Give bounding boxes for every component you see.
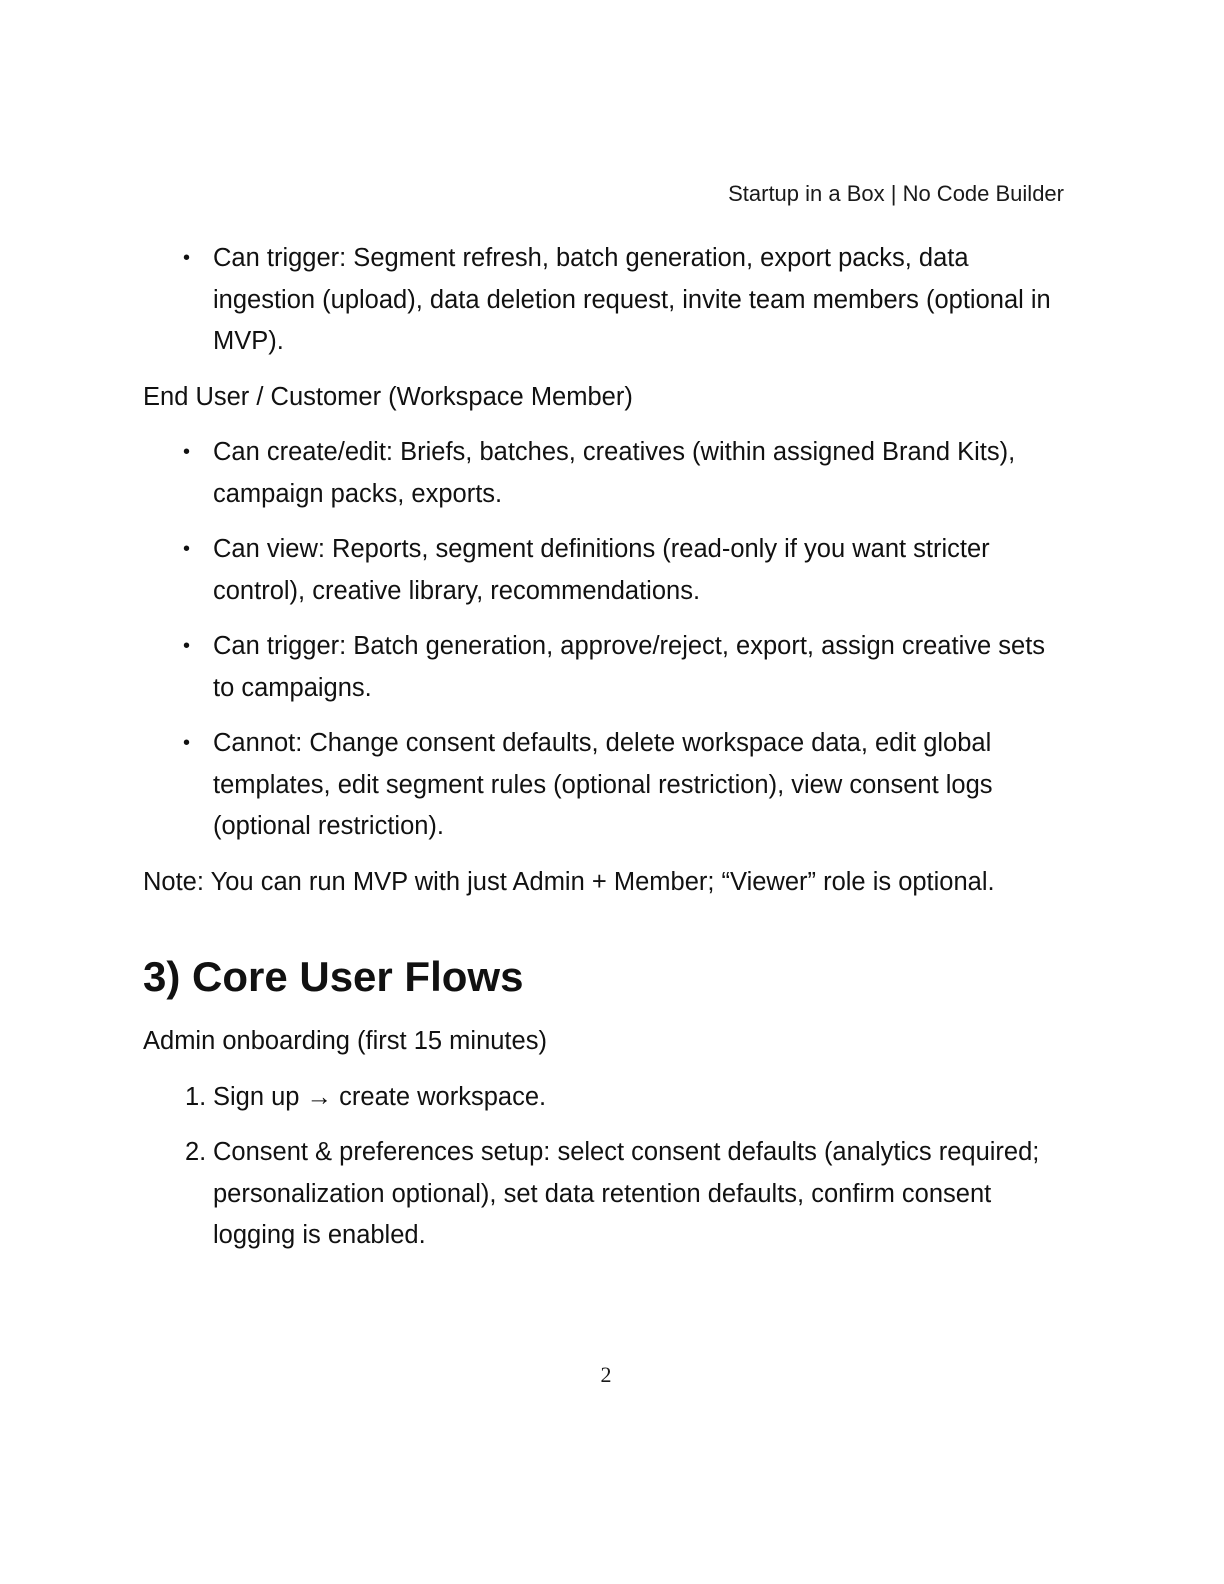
admin-trigger-list (143, 238, 1068, 363)
bullet-icon: • (183, 732, 191, 754)
step-number: 2. (185, 1138, 207, 1166)
running-header: Startup in a Box | No Code Builder (728, 181, 1064, 206)
step-text: Sign up → create workspace. (213, 1082, 547, 1111)
bullet-icon: • (183, 441, 191, 463)
list-item-text: Can trigger: Batch generation, approve/reject, export, assign creative sets to campaigns. (213, 632, 1046, 702)
bullet-icon: • (183, 538, 191, 560)
list-item-text: Can create/edit: Briefs, batches, creatives (within assigned Brand Kits), campaign packs, exports. (213, 438, 1016, 508)
role-title: End User / Customer (Workspace Member) (143, 382, 633, 411)
page-content (143, 238, 1068, 1271)
section-subtitle: Admin onboarding (first 15 minutes) (143, 1027, 547, 1055)
list-item-text: Cannot: Change consent defaults, delete workspace data, edit global templates, edit segment rules (optional restriction), view consent logs (optional restriction). (213, 729, 993, 840)
list-item-text: Can trigger: Segment refresh, batch generation, export packs, data ingestion (upload), data deletion request, invite team members (optional in MVP). (213, 244, 1051, 355)
list-item (143, 238, 1068, 363)
bullet-icon: • (183, 247, 191, 269)
list-item (143, 626, 1068, 709)
step-number: 1. (185, 1082, 207, 1111)
step-item (143, 1077, 1068, 1119)
step-text: Consent & preferences setup: select consent defaults (analytics required; personalization optional), set data retention defaults, confirm consent logging is enabled. (213, 1138, 1040, 1249)
list-item (143, 432, 1068, 515)
bullet-icon: • (183, 635, 191, 657)
list-item-text: Can view: Reports, segment definitions (read-only if you want stricter control), creative library, recommendations. (213, 535, 990, 605)
list-item (143, 529, 1068, 612)
onboarding-steps (143, 1077, 1068, 1257)
list-item (143, 723, 1068, 848)
member-permissions-list (143, 432, 1068, 848)
step-item (143, 1132, 1068, 1257)
section-heading: 3) Core User Flows (143, 953, 524, 1000)
note-text: Note: You can run MVP with just Admin + Member; “Viewer” role is optional. (143, 867, 995, 896)
page-number: 2 (600, 1362, 612, 1387)
